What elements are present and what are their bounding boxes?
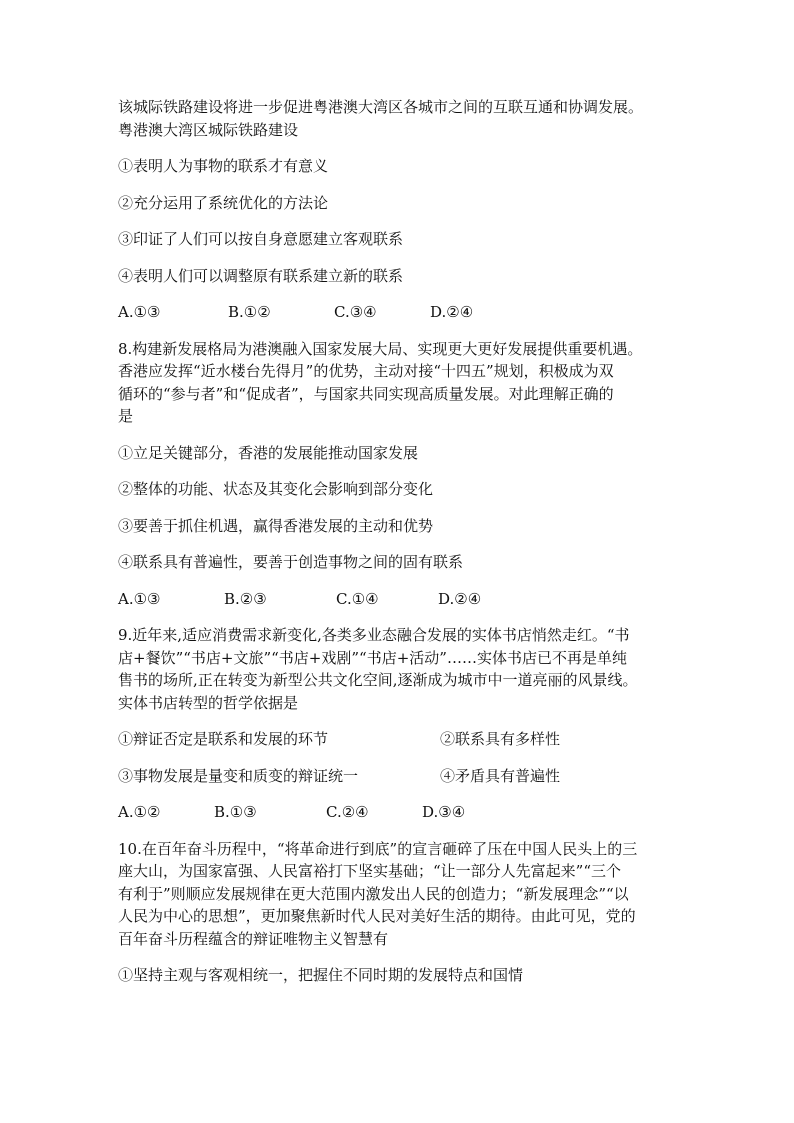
q8-option-b: B.②③ [224, 589, 267, 608]
stem-line: 粤港澳大湾区城际铁路建设 [118, 120, 299, 139]
question-9-stem [118, 624, 688, 714]
q7-item-2: ②充分运用了系统优化的方法论 [118, 193, 329, 212]
q8-item-1: ①立足关键部分，香港的发展能推动国家发展 [118, 443, 419, 462]
stem-line: 10.在百年奋斗历程中，“将革命进行到底”的宣言砸碎了压在中国人民头上的三 [118, 839, 638, 858]
stem-line: 人民为中心的思想”，更加聚焦新时代人民对美好生活的期待。由此可见，党的 [118, 907, 636, 925]
stem-line: 百年奋斗历程蕴含的辩证唯物主义智慧有 [118, 929, 389, 948]
q7-item-3: ③印证了人们可以按自身意愿建立客观联系 [118, 230, 404, 248]
stem-line: 是 [118, 407, 134, 425]
document-page [118, 96, 688, 987]
q9-item-2: ②联系具有多样性 [440, 730, 561, 748]
q9-item-3: ③事物发展是量变和质变的辩证统一 [118, 766, 359, 785]
stem-line: 8.构建新发展格局为港澳融入国家发展大局、实现更大更好发展提供重要机遇。 [118, 339, 643, 358]
stem-line: 店+餐饮”“书店+文旅”“书店+戏剧”“书店+活动”……实体书店已不再是单纯 [118, 648, 627, 667]
q8-options [118, 588, 688, 611]
q9-option-c: C.②④ [326, 803, 369, 821]
q9-option-a: A.①② [118, 803, 161, 821]
q8-option-c: C.①④ [336, 589, 379, 608]
q9-option-d: D.③④ [422, 803, 466, 821]
q9-items-row-2 [118, 765, 688, 788]
q7-option-a: A.①③ [118, 303, 161, 321]
q9-item-1: ①辩证否定是联系和发展的环节 [118, 730, 329, 748]
q10-item-1: ①坚持主观与客观相统一，把握住不同时期的发展特点和国情 [118, 966, 524, 984]
q7-item-4: ④表明人们可以调整原有联系建立新的联系 [118, 266, 404, 285]
q9-items-row-1 [118, 728, 688, 751]
stem-line: 该城际铁路建设将进一步促进粤港澳大湾区各城市之间的互联互通和协调发展。 [118, 98, 644, 116]
question-10-stem [118, 838, 688, 951]
q7-option-d: D.②④ [430, 303, 474, 321]
stem-line: 座大山，为国家富强、人民富裕打下坚实基础；“让一部分人先富起来”“三个 [118, 862, 622, 880]
q7-option-c: C.③④ [334, 303, 377, 321]
q8-option-d: D.②④ [438, 589, 482, 608]
q9-item-4: ④矛盾具有普遍性 [440, 766, 561, 785]
stem-line: 循环的“参与者”和“促成者”，与国家共同实现高质量发展。对此理解正确的 [118, 384, 614, 403]
q7-option-b: B.①② [228, 303, 271, 321]
q9-options [118, 801, 688, 824]
stem-line: 实体书店转型的哲学依据是 [118, 693, 299, 712]
q7-options [118, 301, 688, 324]
q8-item-3: ③要善于抓住机遇，赢得香港发展的主动和优势 [118, 516, 434, 535]
stem-line: 香港应发挥“近水楼台先得月”的优势，主动对接“十四五”规划，积极成为双 [118, 362, 614, 380]
q8-item-4: ④联系具有普遍性，要善于创造事物之间的固有联系 [118, 553, 464, 571]
stem-line: 售书的场所,正在转变为新型公共文化空间,逐渐成为城市中一道亮丽的风景线。 [118, 671, 638, 689]
q9-option-b: B.①③ [214, 803, 257, 821]
question-8-stem [118, 338, 688, 428]
stem-line: 9.近年来,适应消费需求新变化,各类多业态融合发展的实体书店悄然走红。“书 [118, 626, 630, 644]
question-7-stem [118, 96, 688, 141]
q7-item-1: ①表明人为事物的联系才有意义 [118, 157, 329, 175]
stem-line: 有利于”则顺应发展规律在更大范围内激发出人民的创造力；“新发展理念”“以 [118, 884, 629, 903]
q8-option-a: A.①③ [118, 589, 161, 608]
q8-item-2: ②整体的功能、状态及其变化会影响到部分变化 [118, 480, 434, 498]
